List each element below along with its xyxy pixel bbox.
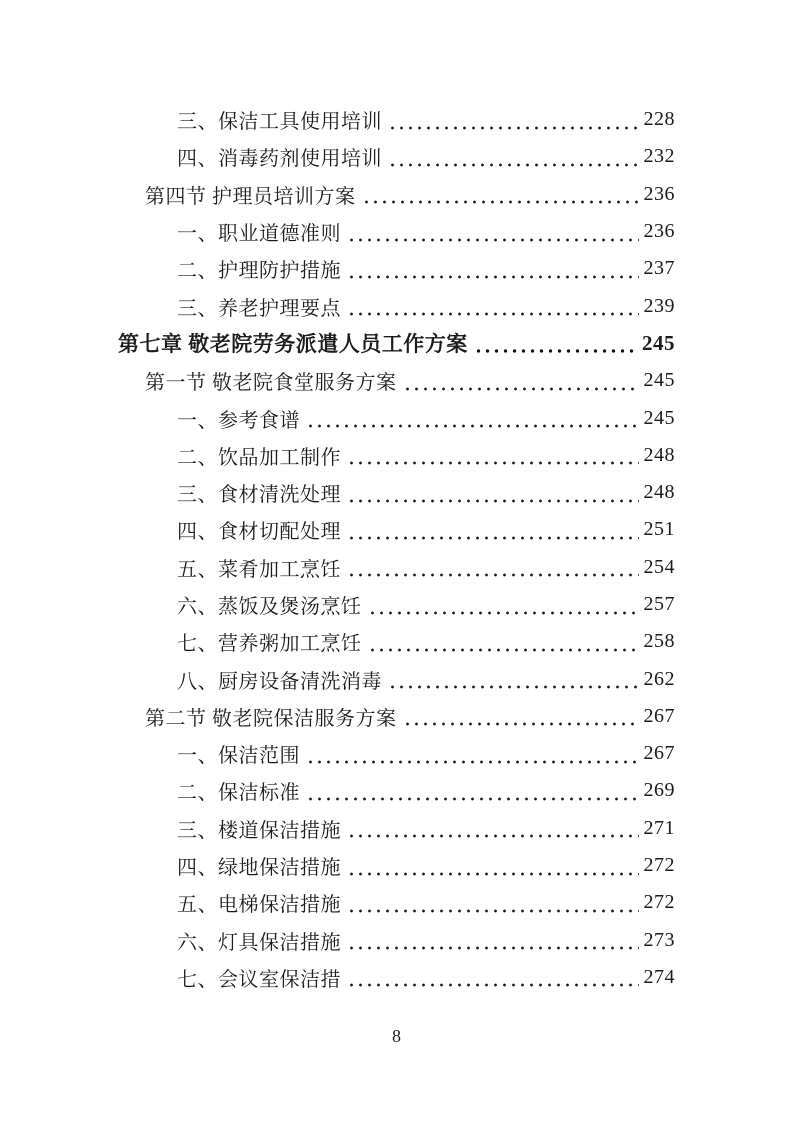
toc-entry-label: 八、厨房设备清洗消毒 xyxy=(177,670,382,693)
toc-entry-label: 七、会议室保洁措 xyxy=(177,968,341,991)
toc-entry-page: 239 xyxy=(643,294,675,317)
dot-leader xyxy=(386,138,639,175)
toc-entry[interactable] xyxy=(118,287,675,324)
toc-entry-label: 七、营养粥加工烹饪 xyxy=(177,633,362,656)
toc-entry-page: 267 xyxy=(643,704,675,727)
toc-entry-label: 四、消毒药剂使用培训 xyxy=(177,148,382,171)
toc-entry-label: 一、保洁范围 xyxy=(177,745,300,768)
toc-entry-page: 248 xyxy=(643,481,675,504)
toc-entry[interactable] xyxy=(118,735,675,772)
toc-entry-page: 262 xyxy=(643,667,675,690)
dot-leader xyxy=(345,437,639,474)
toc-entry-label: 二、保洁标准 xyxy=(177,782,300,805)
dot-leader xyxy=(472,325,637,362)
toc-entry[interactable] xyxy=(118,884,675,921)
toc-entry-page: 236 xyxy=(643,182,675,205)
toc-entry-label: 一、参考食谱 xyxy=(177,409,300,432)
toc-entry-label: 一、职业道德准则 xyxy=(177,223,341,246)
toc-entry-label: 二、饮品加工制作 xyxy=(177,446,341,469)
toc-entry-label: 第二节 敬老院保洁服务方案 xyxy=(145,707,397,730)
toc-entry-label: 五、菜肴加工烹饪 xyxy=(177,558,341,581)
toc-entry[interactable] xyxy=(118,176,675,213)
toc-entry-page: 267 xyxy=(643,742,675,765)
toc-entry[interactable] xyxy=(118,772,675,809)
toc-entry-page: 236 xyxy=(643,220,675,243)
toc-entry-label: 五、电梯保洁措施 xyxy=(177,894,341,917)
toc-entry-page: 269 xyxy=(643,779,675,802)
dot-leader xyxy=(366,623,639,660)
dot-leader xyxy=(345,549,639,586)
page-number: 8 xyxy=(392,1026,401,1046)
toc-entry-page: 258 xyxy=(643,630,675,653)
dot-leader xyxy=(304,399,639,436)
toc-entry[interactable] xyxy=(118,362,675,399)
dot-leader xyxy=(345,213,639,250)
dot-leader xyxy=(304,772,639,809)
toc-entry-page: 245 xyxy=(643,406,675,429)
toc-entry[interactable] xyxy=(118,325,675,362)
dot-leader xyxy=(345,847,639,884)
toc-entry[interactable] xyxy=(118,660,675,697)
toc-entry-label: 三、保洁工具使用培训 xyxy=(177,111,382,134)
toc-entry-page: 232 xyxy=(643,145,675,168)
toc-entry-label: 三、食材清洗处理 xyxy=(177,484,341,507)
toc-entry-page: 237 xyxy=(643,257,675,280)
dot-leader xyxy=(345,810,639,847)
toc-entry-label: 三、养老护理要点 xyxy=(177,297,341,320)
toc-entry[interactable] xyxy=(118,511,675,548)
toc-entry-label: 六、蒸饭及煲汤烹饪 xyxy=(177,596,362,618)
toc-entry[interactable] xyxy=(118,213,675,250)
dot-leader xyxy=(345,884,639,921)
dot-leader xyxy=(345,474,639,511)
toc-entry-page: 274 xyxy=(643,965,675,988)
dot-leader xyxy=(304,735,639,772)
toc-entry[interactable] xyxy=(118,549,675,586)
toc-entry-label: 四、绿地保洁措施 xyxy=(177,857,341,880)
toc-entry-page: 228 xyxy=(643,108,675,131)
toc-entry[interactable] xyxy=(118,623,675,660)
toc-entry[interactable] xyxy=(118,474,675,511)
toc-entry-page: 257 xyxy=(643,593,675,615)
toc-entry-label: 第四节 护理员培训方案 xyxy=(145,185,356,208)
dot-leader xyxy=(345,287,639,324)
toc-entry-page: 273 xyxy=(643,928,675,951)
toc-entry-page: 254 xyxy=(643,555,675,578)
dot-leader xyxy=(345,922,639,959)
toc-entry[interactable] xyxy=(118,586,675,623)
dot-leader xyxy=(345,959,639,996)
toc-entry[interactable] xyxy=(118,250,675,287)
toc-entry[interactable] xyxy=(118,437,675,474)
table-of-contents xyxy=(118,101,675,996)
toc-entry-label: 第七章 敬老院劳务派遣人员工作方案 xyxy=(118,332,468,357)
toc-entry[interactable] xyxy=(118,959,675,996)
toc-entry-label: 六、灯具保洁措施 xyxy=(177,931,341,954)
dot-leader xyxy=(366,586,639,623)
toc-entry[interactable] xyxy=(118,847,675,884)
toc-entry-page: 272 xyxy=(643,854,675,877)
toc-entry-label: 四、食材切配处理 xyxy=(177,521,341,544)
toc-entry-label: 第一节 敬老院食堂服务方案 xyxy=(145,372,397,395)
dot-leader xyxy=(345,511,639,548)
toc-entry[interactable] xyxy=(118,399,675,436)
toc-entry-page: 271 xyxy=(643,816,675,839)
dot-leader xyxy=(401,698,639,735)
toc-entry-page: 245 xyxy=(643,369,675,392)
dot-leader xyxy=(360,176,639,213)
dot-leader xyxy=(401,362,639,399)
dot-leader xyxy=(386,101,639,138)
toc-entry[interactable] xyxy=(118,101,675,138)
toc-entry-page: 272 xyxy=(643,891,675,914)
toc-entry-page: 245 xyxy=(642,330,675,355)
toc-entry[interactable] xyxy=(118,922,675,959)
toc-entry[interactable] xyxy=(118,698,675,735)
toc-entry-page: 251 xyxy=(643,518,675,541)
toc-entry-page: 248 xyxy=(643,443,675,466)
dot-leader xyxy=(386,660,639,697)
dot-leader xyxy=(345,250,639,287)
toc-entry-label: 二、护理防护措施 xyxy=(177,260,341,283)
toc-entry[interactable] xyxy=(118,810,675,847)
toc-entry-label: 三、楼道保洁措施 xyxy=(177,819,341,842)
toc-entry[interactable] xyxy=(118,138,675,175)
